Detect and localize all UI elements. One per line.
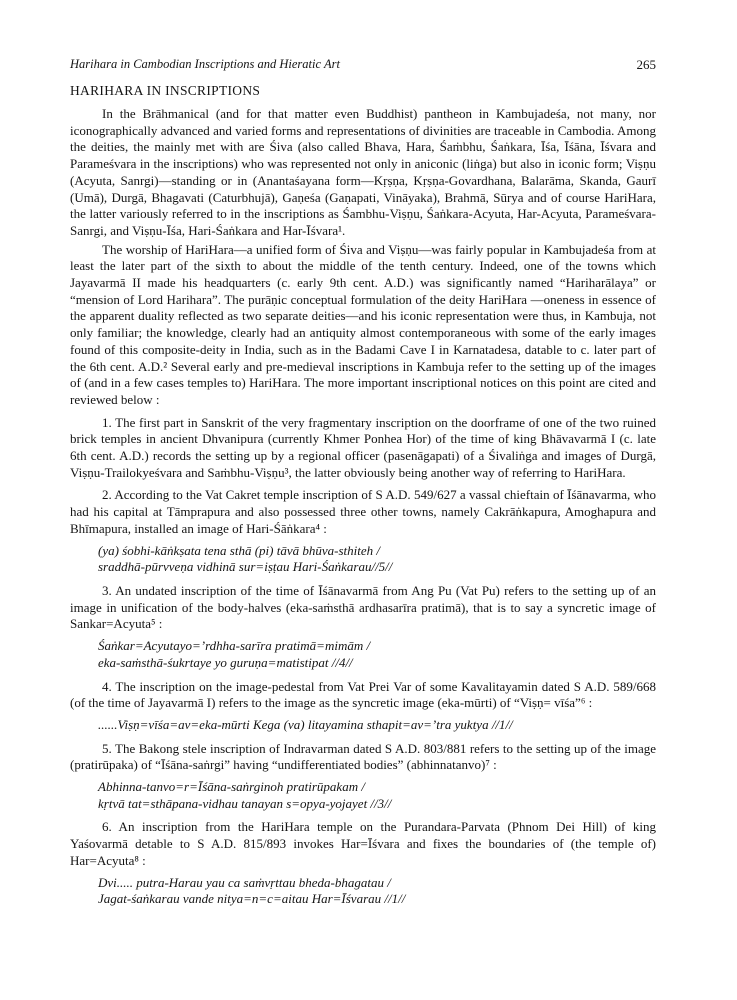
section-heading: HARIHARA IN INSCRIPTIONS (70, 83, 261, 98)
paragraph-item-4: 4. The inscription on the image-pedestal from Vat Prei Var of some Kavalitayamin dated S A.D. 589/668 (of the time of Jayavarmā I) refers to the image as the syncretic image (eka-mūrti) of “Viṣṇ= vīśa”⁶ : (70, 678, 656, 711)
running-head (70, 57, 656, 75)
verse-line: ......Viṣṇ=vīśa=av=eka-mūrti Kega (va) litayamina sthapit=av=ʼtra yuktya //1// (98, 716, 513, 732)
verse-line: Abhinna-tanvo=r=Īśāna-saṅrginoh pratirūpakam / (98, 779, 365, 795)
paragraph-item-1: 1. The first part in Sanskrit of the very fragmentary inscription on the doorframe of one of the two ruined brick temples in ancient Dhvanipura (currently Khmer Ponhea Hor) of the time of king Bhāvavarmā I (c. late 6th cent. A.D.) records the setting up by a regional officer (pasenāgapati) of a Śivaliṅga and images of Durgā, Viṣṇu-Trailokyeśvara and Saṁbhu-Viṣṇu³, the latter obviously being another way of referring to HariHara. (70, 414, 656, 480)
paragraph-intro: In the Brāhmanical (and for that matter even Buddhist) pantheon in Kambujadeśa, not many, nor iconographically advanced and varied forms and representations of divinities are traceable in Cambodia. Among the deities, the mainly met with are Śiva (also called Bhava, Hara, Śaṁbhu, Śaṅkara, Īśa, Īśāna, Īśvara and Parameśvara in the inscriptions) who was represented not only in aniconic (liṅga) but also in iconic form; Viṣṇu (Acyuta, Sanrgi)—standing or in (Anantaśayana form—Kṛṣṇa, Kṛṣṇa-Govardhana, Balarāma, Skanda, Gaurī (Umā), Durgā, Bhagavati (Caturbhujā), Gaṇeśa (Gaṇapati, Vināyaka), Brahmā, Sūrya and of course HariHara, the latter variously referred to in the inscriptions as Śambhu-Viṣṇu, Śaṅkara-Acyuta, Har-Acyuta, Parameśvara-Sanrgi, and Viṣṇu-Īśa, Hari-Śaṅkara and Har-Īśvara¹. (70, 106, 656, 238)
running-title: Harihara in Cambodian Inscriptions and Hieratic Art (70, 57, 340, 71)
paragraph-item-5: 5. The Bakong stele inscription of Indravarman dated S A.D. 803/881 refers to the setting up of the image (pratirūpaka) of “Īśāna-saṅrgi” having “undifferentiated bodies” (abhinnatanvo)⁷ : (70, 740, 656, 773)
verse-line: kṛtvā tat=sthāpana-vidhau tanayan s=opya-yojayet //3// (98, 795, 392, 811)
verse-quote-1 (98, 543, 656, 576)
verse-line: Dvi..... putra-Harau yau ca saṁvṛttau bheda-bhagatau / (98, 874, 391, 890)
verse-line: Śaṅkar=Acyutayo=ʼrdhha-sarīra pratimā=mimām / (98, 638, 371, 654)
verse-line: sraddhā-pūrvveṇa vidhinā sur=iṣṭau Hari-Śaṅkarau//5// (98, 559, 393, 575)
verse-quote-4 (98, 779, 656, 812)
verse-quote-5 (98, 875, 656, 908)
paragraph-item-2: 2. According to the Vat Cakret temple inscription of S A.D. 549/627 a vassal chieftain of Īśānavarma, who had his capital at Tāmprapura and also possessed three other towns, namely Cakrāṅkapura, Amoghapura and Bhīmapura, installed an image of Hari-Śāṅkara⁴ : (70, 487, 656, 536)
paragraph-item-3: 3. An undated inscription of the time of Īśānavarmā from Ang Pu (Vat Pu) refers to the setting up of an image in unification of the body-halves (eka-saṁsthā ardhasarīra pratimā), that is to say a syncretic image of Sankar=Acyuta⁵ : (70, 582, 656, 632)
verse-quote-3 (98, 717, 656, 734)
paragraph-item-6: 6. An inscription from the HariHara temple on the Purandara-Parvata (Phnom Dei Hill) of king Yaśovarmā detable to S A.D. 815/893 invokes Har=Īśvara and fixes the boundaries of (the temple of) Har=Acyuta⁸ : (70, 819, 656, 868)
verse-line: (ya) śobhi-kāṅkṣata tena sthā (pi) tāvā bhūva-sthiteh / (98, 542, 380, 558)
paragraph-worship: The worship of HariHara—a unified form of Śiva and Viṣṇu—was fairly popular in Kambujadeśa from at least the later part of the sixth to about the middle of the tenth century. Indeed, one of the towns which Jayavarmā II made his headquarters (c. early 9th cent. A.D.) was significantly named “Hariharālaya” or “mension of Lord Harihara”. The purāṇic conceptual formulation of the deity HariHara —oneness in essence of the apparent duality reflected as two separate deities—and his iconic representation were thus, in Kambuja, not only familiar; the knowledge, clearly had an antiquity almost contemporaneous with some of the early images found of this composite-deity in India, such as in the Badami Cave I in Karnatadesa, datable to c. later part of the 6th cent. A.D.² Several early and pre-medieval inscriptions in Kambuja refer to the setting up of the images of (and in a few cases temples to) HariHara. The more important inscriptional notices on this point are cited and reviewed below : (70, 241, 656, 407)
verse-line: eka-saṁsthā-śukrtaye yo guruṇa=matistipat //4// (98, 654, 353, 670)
verse-quote-2 (98, 638, 656, 671)
body-text (70, 106, 656, 915)
verse-line: Jagat-śaṅkarau vande nitya=n=c=aitau Har=Īśvarau //1// (98, 891, 406, 907)
page-number: 265 (636, 57, 656, 72)
